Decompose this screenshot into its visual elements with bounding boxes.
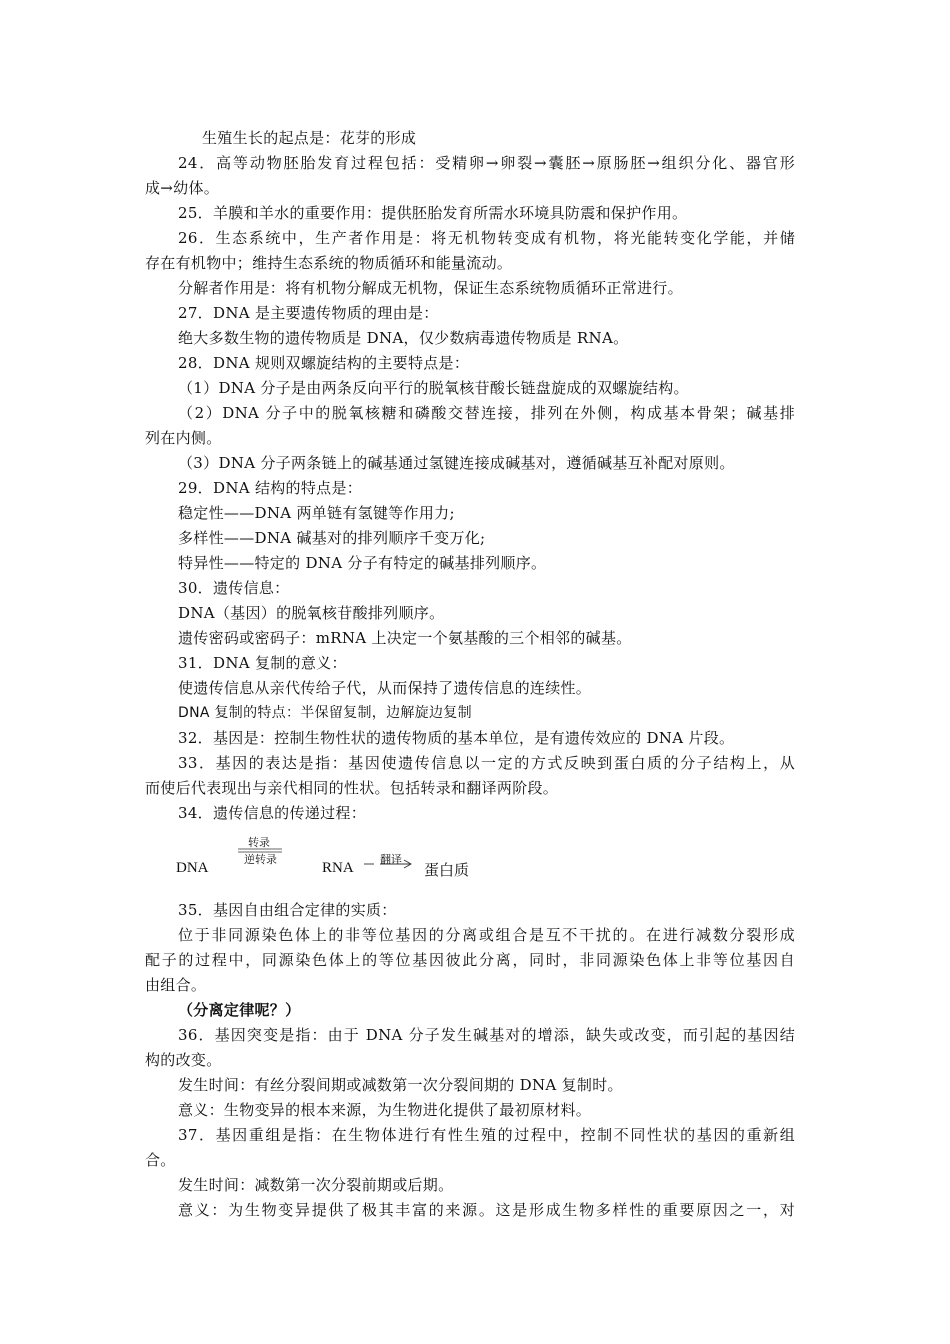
- text-line: 34．遗传信息的传递过程：: [178, 804, 366, 822]
- diagram-protein-label: 蛋白质: [424, 863, 470, 879]
- text-line: 特异性——特定的 DNA 分子有特定的碱基排列顺序。: [178, 554, 547, 572]
- text-line: 多样性——DNA 碱基对的排列顺序千变万化;: [178, 529, 486, 547]
- text-line: 意义：生物变异的根本来源，为生物进化提供了最初原材料。: [178, 1101, 592, 1119]
- text-line: 36．基因突变是指：由于 DNA 分子发生碱基对的增添，缺失或改变，而引起的基因结: [178, 1026, 795, 1044]
- text-line: 37．基因重组是指：在生物体进行有性生殖的过程中，控制不同性状的基因的重新组: [178, 1126, 795, 1144]
- text-line: 使遗传信息从亲代传给子代，从而保持了遗传信息的连续性。: [178, 679, 592, 697]
- text-line: 32．基因是：控制生物性状的遗传物质的基本单位，是有遗传效应的 DNA 片段。: [178, 729, 735, 747]
- text-line: 列在内侧。: [145, 429, 222, 447]
- section-note: （分离定律呢？）: [178, 1001, 301, 1019]
- text-line: DNA 复制的特点：半保留复制，边解旋边复制: [178, 705, 472, 721]
- text-line: 27．DNA 是主要遗传物质的理由是：: [178, 304, 439, 322]
- text-line: DNA（基因）的脱氧核苷酸排列顺序。: [178, 604, 445, 622]
- text-line: 31．DNA 复制的意义：: [178, 654, 347, 672]
- text-line: 发生时间：减数第一次分裂前期或后期。: [178, 1176, 454, 1194]
- text-line: 合。: [145, 1151, 176, 1169]
- diagram-translation-label: 翻译: [380, 854, 402, 866]
- diagram-rna-label: RNA: [322, 860, 354, 876]
- diagram-transcription-label: 转录: [248, 837, 270, 849]
- diagram-reverse-transcription-label: 逆转录: [244, 854, 277, 866]
- text-line: （2）DNA 分子中的脱氧核糖和磷酸交替连接，排列在外侧，构成基本骨架；碱基排: [178, 404, 795, 422]
- text-line: 稳定性——DNA 两单链有氢键等作用力;: [178, 504, 455, 522]
- text-line: 30．遗传信息：: [178, 579, 290, 597]
- text-line: 配子的过程中，同源染色体上的等位基因彼此分离，同时，非同源染色体上非等位基因自: [145, 951, 795, 969]
- text-line: 分解者作用是：将有机物分解成无机物，保证生态系统物质循环正常进行。: [178, 279, 683, 297]
- text-line: 构的改变。: [145, 1051, 222, 1069]
- text-line: 生殖生长的起点是：花芽的形成: [202, 129, 417, 147]
- text-line: 28．DNA 规则双螺旋结构的主要特点是：: [178, 354, 470, 372]
- text-line: 发生时间：有丝分裂间期或减数第一次分裂间期的 DNA 复制时。: [178, 1076, 623, 1094]
- text-line: 意义：为生物变异提供了极其丰富的来源。这是形成生物多样性的重要原因之一，对: [178, 1201, 795, 1219]
- text-line: 26．生态系统中，生产者作用是：将无机物转变成有机物，将光能转变化学能，并储: [178, 229, 795, 247]
- text-line: 35．基因自由组合定律的实质：: [178, 901, 397, 919]
- text-line: 29．DNA 结构的特点是：: [178, 479, 363, 497]
- text-line: 成→幼体。: [145, 179, 220, 197]
- text-line: （1）DNA 分子是由两条反向平行的脱氧核苷酸长链盘旋成的双螺旋结构。: [178, 379, 689, 397]
- text-line: 33．基因的表达是指：基因使遗传信息以一定的方式反映到蛋白质的分子结构上，从: [178, 754, 795, 772]
- text-line: 而使后代表现出与亲代相同的性状。包括转录和翻译两阶段。: [145, 779, 559, 797]
- text-line: 存在有机物中；维持生态系统的物质循环和能量流动。: [145, 254, 513, 272]
- text-line: （3）DNA 分子两条链上的碱基通过氢键连接成碱基对，遵循碱基互补配对原则。: [178, 454, 735, 472]
- text-line: 24．高等动物胚胎发育过程包括：受精卵→卵裂→囊胚→原肠胚→组织分化、器官形: [178, 154, 795, 172]
- diagram-dna-label: DNA: [176, 860, 209, 876]
- text-line: 由组合。: [145, 976, 207, 994]
- text-line: 25．羊膜和羊水的重要作用：提供胚胎发育所需水环境具防震和保护作用。: [178, 204, 688, 222]
- text-line: 位于非同源染色体上的非等位基因的分离或组合是互不干扰的。在进行减数分裂形成: [178, 926, 795, 944]
- text-line: 遗传密码或密码子：mRNA 上决定一个氨基酸的三个相邻的碱基。: [178, 629, 632, 647]
- text-line: 绝大多数生物的遗传物质是 DNA，仅少数病毒遗传物质是 RNA。: [178, 329, 629, 347]
